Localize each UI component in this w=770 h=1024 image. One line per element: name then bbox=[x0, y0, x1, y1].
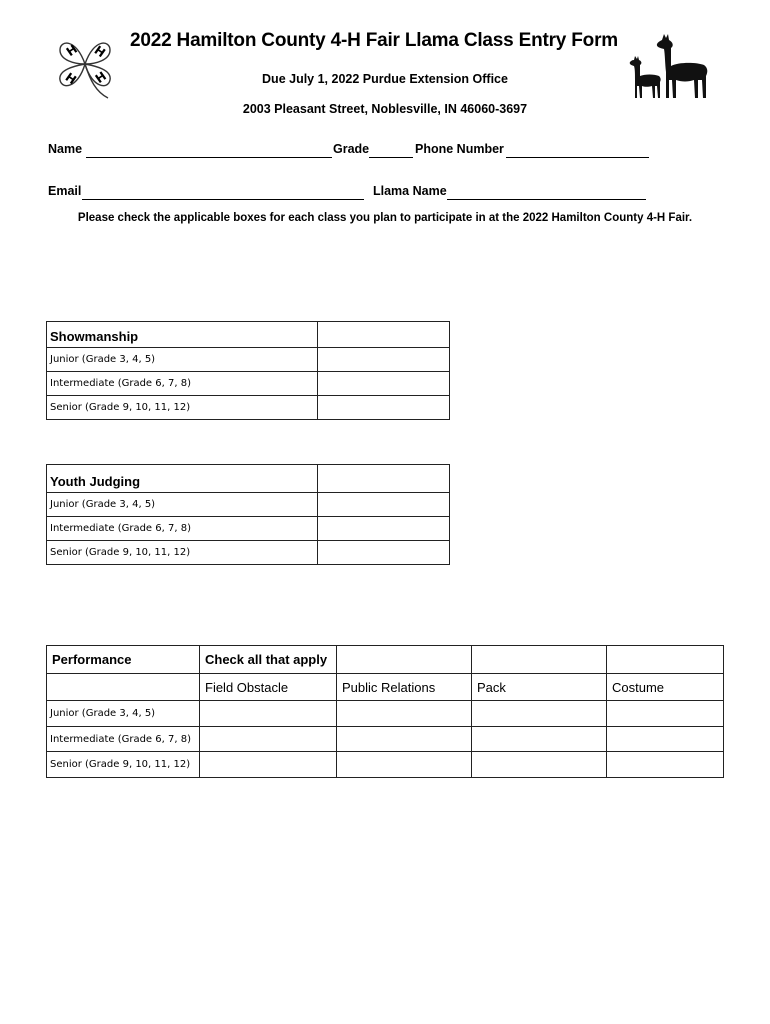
grade-field[interactable] bbox=[369, 156, 413, 158]
intermediate-pack-checkbox[interactable] bbox=[472, 727, 607, 752]
performance-table bbox=[46, 645, 724, 778]
logo-letter-h: H bbox=[92, 68, 109, 87]
youth-judging-table bbox=[46, 464, 450, 565]
performance-header-cell bbox=[472, 646, 607, 674]
email-field[interactable] bbox=[82, 198, 364, 200]
intermediate-public-relations-checkbox[interactable] bbox=[337, 727, 472, 752]
youth-judging-junior-checkbox[interactable] bbox=[318, 493, 450, 517]
logo-letter-h: H bbox=[63, 41, 80, 60]
performance-row-label: Intermediate (Grade 6, 7, 8) bbox=[47, 727, 200, 752]
email-label: Email bbox=[48, 184, 82, 198]
intermediate-field-obstacle-checkbox[interactable] bbox=[200, 727, 337, 752]
senior-public-relations-checkbox[interactable] bbox=[337, 752, 472, 778]
senior-pack-checkbox[interactable] bbox=[472, 752, 607, 778]
youth-judging-senior-checkbox[interactable] bbox=[318, 541, 450, 565]
showmanship-row-label: Junior (Grade 3, 4, 5) bbox=[47, 348, 318, 372]
intermediate-costume-checkbox[interactable] bbox=[607, 727, 724, 752]
performance-row-label: Senior (Grade 9, 10, 11, 12) bbox=[47, 752, 200, 778]
column-field-obstacle: Field Obstacle bbox=[200, 674, 337, 701]
name-label: Name bbox=[48, 142, 83, 156]
column-costume: Costume bbox=[607, 674, 724, 701]
check-all-label: Check all that apply bbox=[200, 646, 337, 674]
senior-costume-checkbox[interactable] bbox=[607, 752, 724, 778]
youth-judging-intermediate-checkbox[interactable] bbox=[318, 517, 450, 541]
column-public-relations: Public Relations bbox=[337, 674, 472, 701]
senior-field-obstacle-checkbox[interactable] bbox=[200, 752, 337, 778]
address-line: 2003 Pleasant Street, Noblesville, IN 46060-3697 bbox=[242, 102, 528, 116]
junior-costume-checkbox[interactable] bbox=[607, 701, 724, 727]
performance-header-cell bbox=[607, 646, 724, 674]
performance-header-cell bbox=[337, 646, 472, 674]
name-field[interactable] bbox=[86, 156, 332, 158]
youth-judging-heading-cell bbox=[318, 465, 450, 493]
logo-letter-h: H bbox=[62, 69, 79, 88]
form-title: 2022 Hamilton County 4-H Fair Llama Class Entry Form bbox=[130, 30, 618, 51]
phone-field[interactable] bbox=[506, 156, 649, 158]
junior-public-relations-checkbox[interactable] bbox=[337, 701, 472, 727]
llama-name-label: Llama Name bbox=[373, 184, 447, 198]
due-date-line: Due July 1, 2022 Purdue Extension Office bbox=[262, 72, 508, 86]
youth-judging-row-label: Intermediate (Grade 6, 7, 8) bbox=[47, 517, 318, 541]
llama-name-field[interactable] bbox=[447, 198, 646, 200]
grade-label: Grade bbox=[333, 142, 370, 156]
4h-clover-logo bbox=[46, 30, 124, 102]
performance-row-label: Junior (Grade 3, 4, 5) bbox=[47, 701, 200, 727]
junior-pack-checkbox[interactable] bbox=[472, 701, 607, 727]
youth-judging-row-label: Junior (Grade 3, 4, 5) bbox=[47, 493, 318, 517]
showmanship-intermediate-checkbox[interactable] bbox=[318, 372, 450, 396]
column-pack: Pack bbox=[472, 674, 607, 701]
showmanship-heading-cell bbox=[318, 322, 450, 348]
performance-heading: Performance bbox=[47, 646, 200, 674]
instructions: Please check the applicable boxes for each class you plan to participate in at the 2022 Hamilton County 4-H Fair. bbox=[77, 212, 693, 224]
performance-blank-cell bbox=[47, 674, 200, 701]
youth-judging-heading: Youth Judging bbox=[47, 465, 318, 493]
showmanship-junior-checkbox[interactable] bbox=[318, 348, 450, 372]
showmanship-row-label: Senior (Grade 9, 10, 11, 12) bbox=[47, 396, 318, 420]
showmanship-senior-checkbox[interactable] bbox=[318, 396, 450, 420]
showmanship-heading: Showmanship bbox=[47, 322, 318, 348]
showmanship-table bbox=[46, 321, 450, 420]
showmanship-row-label: Intermediate (Grade 6, 7, 8) bbox=[47, 372, 318, 396]
youth-judging-row-label: Senior (Grade 9, 10, 11, 12) bbox=[47, 541, 318, 565]
junior-field-obstacle-checkbox[interactable] bbox=[200, 701, 337, 727]
logo-letter-h: H bbox=[91, 42, 108, 61]
phone-label: Phone Number bbox=[415, 142, 504, 156]
